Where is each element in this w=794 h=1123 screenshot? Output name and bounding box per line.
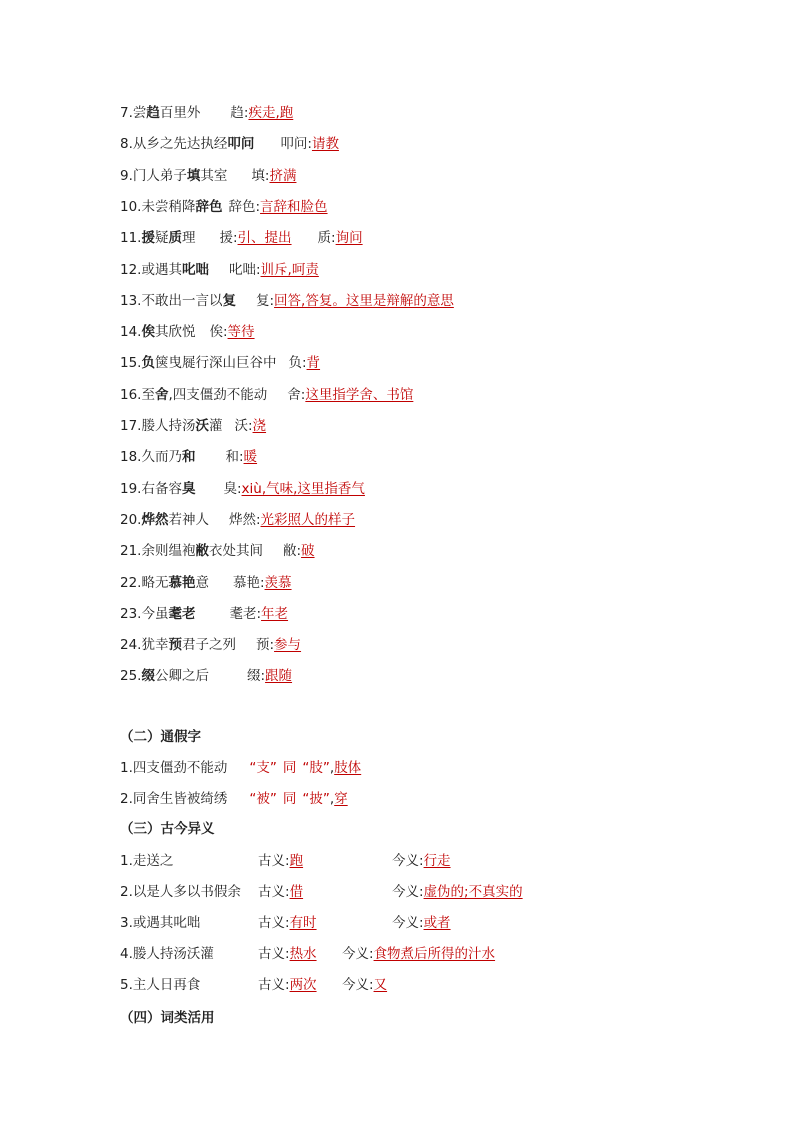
ancient-label: 古义: [258, 853, 290, 869]
item-number: 12. [120, 261, 142, 278]
key-word: 辞色 [195, 198, 223, 215]
sentence-text: 若神人 [168, 511, 209, 528]
sentence-text: 从乡之先达执经 [132, 136, 228, 153]
gujin-item [120, 976, 620, 994]
sentence-text: 媵人持汤沃灌 [132, 946, 214, 962]
key-word: 趋 [146, 105, 160, 121]
item-number: 19. [120, 480, 142, 497]
key-word: 负 [141, 355, 155, 372]
sentence-text: 今虽 [141, 605, 169, 622]
colon: : [269, 292, 275, 309]
same-as-label: 同 [282, 791, 297, 807]
modern-label: 今义: [392, 853, 424, 869]
ancient-answer: 借 [289, 884, 304, 900]
gloss-answer: 穿 [334, 791, 348, 807]
key-word: 叩问 [227, 136, 255, 153]
item-number: 8. [120, 136, 133, 153]
sentence-text: 或遇其 [141, 261, 182, 278]
ancient-answer: 有时 [289, 915, 317, 931]
sentence-text: 不敢出一言以 [141, 292, 223, 309]
vocab-item [120, 167, 296, 185]
sentence-text: 箧曳屣行深山巨谷中 [154, 355, 277, 372]
sentence-text: 其欣悦 [154, 324, 196, 341]
sentence-text: 百里外 [159, 105, 201, 121]
key-word: 敝 [195, 543, 209, 560]
modern-answer: 又 [373, 977, 388, 993]
item-number: 20. [120, 511, 142, 528]
gloss-answer: 回答,答复。这里是辩解的意思 [274, 292, 454, 309]
ancient-label: 古义: [258, 884, 290, 900]
colon: : [255, 511, 261, 528]
colon: : [255, 261, 261, 278]
item-number: 7. [120, 105, 133, 121]
item-number: 14. [120, 324, 142, 341]
gloss-term: 和 [225, 449, 239, 466]
colon: : [232, 230, 238, 247]
gloss-term: 缀 [246, 668, 261, 685]
sentence-text: 衣处其间 [208, 543, 263, 560]
gloss-term: 援 [219, 230, 233, 247]
gloss-answer: 暖 [243, 449, 258, 466]
colon: : [296, 543, 302, 560]
colon: : [255, 198, 261, 215]
gujin-item [120, 914, 620, 932]
sentence-text: 尝 [132, 105, 147, 121]
colon: : [256, 605, 262, 622]
item-number: 1. [120, 853, 133, 869]
sentence-text: 余则缊袍 [141, 543, 196, 560]
vocab-item [120, 229, 363, 247]
sentence-text: 犹幸 [141, 637, 169, 654]
colon: : [260, 668, 266, 685]
item-number: 18. [120, 449, 142, 466]
gloss-answer: 挤满 [269, 167, 297, 184]
vocab-item [120, 417, 266, 435]
item-number: 15. [120, 355, 142, 372]
ancient-meaning [258, 852, 303, 870]
key-word: 援 [141, 230, 155, 247]
sentence-text: 右备容 [141, 480, 182, 497]
key-word: 臭 [181, 480, 196, 497]
sentence-text: 四支僵劲不能动 [132, 760, 228, 776]
variant-char: “支” [249, 760, 277, 776]
vocab-item [120, 667, 292, 685]
item-number: 9. [120, 167, 133, 184]
colon: : [301, 355, 307, 372]
sentence-text: 意 [195, 574, 209, 591]
vocab-item [120, 542, 315, 560]
gloss-term: 预 [255, 637, 270, 654]
tongjia-item [120, 759, 361, 777]
key-word: 预 [168, 637, 182, 654]
comma: , [329, 760, 335, 776]
sentence-text: ,四支僵劲不能动 [168, 386, 268, 403]
sentence-text: 未尝稍降 [141, 198, 196, 215]
modern-label: 今义: [342, 946, 374, 962]
ancient-label: 古义: [258, 977, 290, 993]
key-word: 叱咄 [181, 261, 209, 278]
gloss-answer: 训斥,呵责 [260, 261, 319, 278]
gloss-answer: 参与 [274, 637, 302, 654]
gloss-answer: 引、提出 [237, 230, 292, 247]
key-word: 沃 [195, 418, 209, 434]
modern-label: 今义: [392, 915, 424, 931]
ancient-answer: 两次 [289, 977, 317, 993]
vocab-item [120, 261, 319, 279]
gujin-item [120, 883, 620, 901]
ancient-meaning [258, 914, 317, 932]
ancient-answer: 热水 [289, 946, 317, 962]
gloss-answer: 这里指学舍、书馆 [305, 386, 414, 403]
item-number: 16. [120, 386, 142, 403]
gloss-answer: 疾走,跑 [248, 105, 294, 121]
vocab-item [120, 323, 255, 341]
key-word: 烨然 [141, 511, 169, 528]
sentence-text: 久而乃 [141, 449, 182, 466]
gloss-answer: 浇 [252, 418, 267, 434]
key-word: 质 [168, 230, 182, 247]
sentence-text: 走送之 [132, 853, 174, 869]
ancient-meaning [258, 945, 317, 963]
item-number: 25. [120, 668, 142, 685]
sentence-text: 门人弟子 [132, 167, 187, 184]
vocab-item [120, 198, 328, 216]
ancient-meaning [258, 976, 317, 994]
sentence-text: 略无 [141, 574, 169, 591]
gloss-term: 舍 [287, 386, 301, 403]
key-word: 和 [181, 449, 196, 466]
key-word: 俟 [141, 324, 155, 341]
item-number: 4. [120, 946, 133, 962]
item-number: 21. [120, 543, 142, 560]
vocab-item [120, 354, 320, 372]
vocab-item [120, 104, 293, 122]
item-number: 22. [120, 574, 142, 591]
item-number: 10. [120, 198, 142, 215]
modern-answer: 食物煮后所得的汁水 [373, 946, 496, 962]
gloss-term: 臭 [223, 480, 237, 497]
modern-answer: 行走 [423, 853, 451, 869]
colon: : [264, 167, 270, 184]
vocab-item [120, 511, 355, 529]
gloss-term: 叩问 [280, 136, 308, 153]
gloss-answer: 言辞和脸色 [260, 198, 328, 215]
item-number: 13. [120, 292, 142, 309]
modern-meaning [342, 976, 387, 994]
vocab-item [120, 386, 413, 404]
key-word: 慕艳 [168, 574, 196, 591]
same-as-label: 同 [282, 760, 297, 776]
gloss-answer: 请教 [311, 136, 339, 153]
gloss-term: 辞色 [228, 198, 256, 215]
gloss-answer: 羡慕 [264, 574, 292, 591]
gloss-answer: 破 [301, 543, 315, 560]
gloss-answer: 询问 [335, 230, 363, 247]
vocab-item [120, 135, 339, 153]
comma: , [329, 791, 335, 807]
colon: : [247, 418, 253, 434]
modern-answer: 虚伪的;不真实的 [423, 884, 523, 900]
modern-label: 今义: [392, 884, 424, 900]
ancient-answer: 跑 [289, 853, 304, 869]
modern-meaning [392, 883, 523, 901]
section-title: （四）词类活用 [120, 1010, 215, 1026]
colon: : [269, 637, 275, 654]
sentence-text: 君子之列 [181, 637, 236, 654]
ancient-label: 古义: [258, 946, 290, 962]
gloss-answer: 年老 [261, 605, 289, 622]
gloss-term: 趋 [230, 105, 244, 121]
modern-meaning [392, 914, 451, 932]
key-word: 缀 [141, 668, 155, 685]
item-number: 23. [120, 605, 142, 622]
gujin-item [120, 945, 620, 963]
item-number: 2. [120, 884, 133, 900]
sentence-text: 至 [141, 386, 155, 403]
item-number: 17. [120, 418, 142, 434]
colon: : [243, 105, 249, 121]
vocab-item [120, 292, 454, 310]
key-word: 复 [222, 292, 236, 309]
section-title: （三）古今异义 [120, 821, 215, 837]
gujin-item [120, 852, 620, 870]
variant-char: “被” [249, 791, 277, 807]
sentence-text: 媵人持汤 [141, 418, 196, 434]
colon: : [331, 230, 336, 247]
gloss-term: 复 [255, 292, 270, 309]
gloss-term: 俟 [209, 324, 223, 341]
ancient-label: 古义: [258, 915, 290, 931]
modern-label: 今义: [342, 977, 374, 993]
modern-answer: 或者 [423, 915, 451, 931]
gloss-answer: xiù,气味,这里指香气 [241, 480, 365, 497]
vocab-item [120, 605, 288, 623]
sentence-text: 其室 [200, 167, 228, 184]
modern-meaning [392, 852, 451, 870]
gloss-term: 叱咄 [228, 261, 256, 278]
vocab-item [120, 574, 292, 592]
gloss-term: 敝 [282, 543, 297, 560]
gloss-term: 慕艳 [232, 574, 260, 591]
tongjia-item [120, 790, 348, 808]
sentence-text: 以是人多以书假余 [132, 884, 241, 900]
original-char: “肢” [302, 760, 330, 776]
ancient-meaning [258, 883, 303, 901]
item-number: 11. [120, 230, 142, 247]
colon: : [222, 324, 228, 341]
colon: : [238, 449, 244, 466]
sentence-text: 或遇其叱咄 [132, 915, 201, 931]
key-word: 舍 [154, 386, 169, 403]
modern-meaning [342, 945, 495, 963]
sentence-text: 同舍生皆被绮绣 [132, 791, 228, 807]
colon: : [236, 480, 242, 497]
gloss-term: 烨然 [228, 511, 256, 528]
gloss-answer: 等待 [227, 324, 255, 341]
colon: : [259, 574, 265, 591]
sentence-text: 理 [181, 230, 196, 247]
section-title: （二）通假字 [120, 729, 201, 745]
sentence-text: 公卿之后 [154, 668, 209, 685]
item-number: 2. [120, 791, 133, 807]
vocab-item [120, 448, 257, 466]
vocab-item [120, 636, 301, 654]
item-number: 3. [120, 915, 133, 931]
gloss-answer: 光彩照人的样子 [260, 511, 356, 528]
original-char: “披” [302, 791, 330, 807]
gloss-term: 填 [251, 167, 265, 184]
sentence-text: 主人日再食 [132, 977, 201, 993]
key-word: 填 [186, 167, 201, 184]
gloss-answer: 跟随 [265, 668, 293, 685]
item-number: 1. [120, 760, 133, 776]
key-word: 耄老 [168, 605, 196, 622]
item-number: 24. [120, 637, 142, 654]
sentence-text: 灌 [208, 418, 223, 434]
sentence-text: 疑 [154, 230, 169, 247]
colon: : [300, 386, 306, 403]
gloss-answer: 背 [306, 355, 321, 372]
gloss-answer: 肢体 [334, 760, 362, 776]
colon: : [307, 136, 312, 153]
gloss-term: 耄老 [229, 605, 257, 622]
item-number: 5. [120, 977, 133, 993]
gloss-term: 负 [288, 355, 302, 372]
vocab-item [120, 480, 365, 498]
gloss-term: 质 [317, 230, 332, 247]
gloss-term: 沃 [234, 418, 248, 434]
